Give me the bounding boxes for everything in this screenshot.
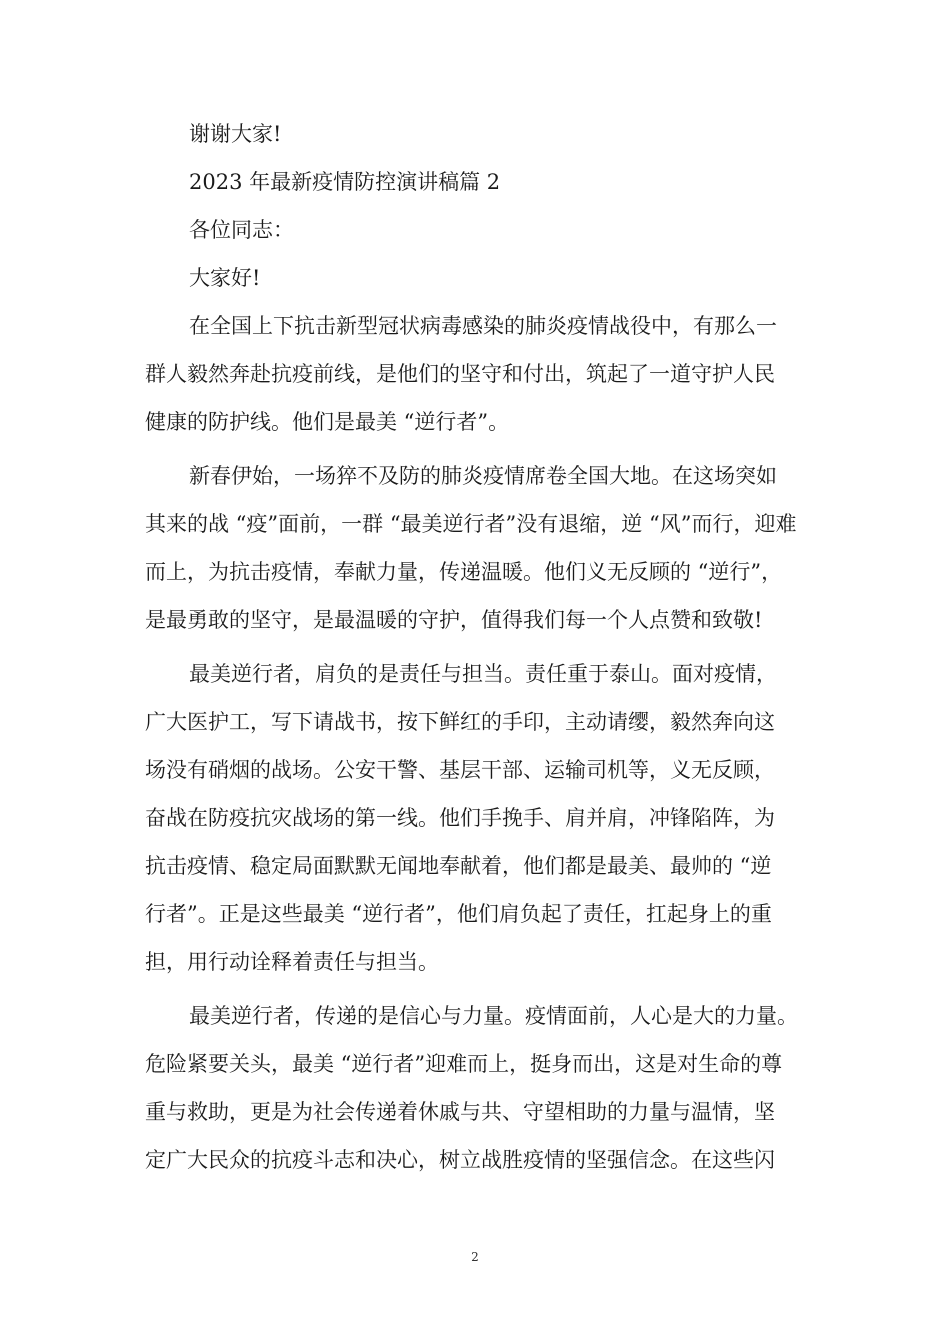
text-line: 大家好! [189, 266, 261, 290]
text-line: 在全国上下抗击新型冠状病毒感染的肺炎疫情战役中，有那么一 [189, 314, 777, 338]
text-line: 各位同志： [189, 218, 294, 242]
text-line: 其来的战 “疫”面前，一群 “最美逆行者”没有退缩，逆 “风”而行，迎难 [145, 512, 797, 536]
text-line: 广大医护工，写下请战书，按下鲜红的手印，主动请缨，毅然奔向这 [145, 710, 775, 734]
text-line: 奋战在防疫抗灾战场的第一线。他们手挽手、肩并肩，冲锋陷阵，为 [145, 806, 775, 830]
text-line: 而上，为抗击疫情，奉献力量，传递温暖。他们义无反顾的 “逆行”， [145, 560, 783, 584]
page-number: 2 [471, 1250, 479, 1264]
text-line: 场没有硝烟的战场。公安干警、基层干部、运输司机等，义无反顾， [145, 758, 775, 782]
text-line: 行者”。正是这些最美 “逆行者”，他们肩负起了责任，扛起身上的重 [145, 902, 772, 926]
text-line: 群人毅然奔赴抗疫前线，是他们的坚守和付出，筑起了一道守护人民 [145, 362, 775, 386]
text-line: 抗击疫情、稳定局面默默无闻地奉献着，他们都是最美、最帅的 “逆 [145, 854, 772, 878]
document-body [145, 110, 805, 1184]
text-line: 担，用行动诠释着责任与担当。 [145, 950, 439, 974]
text-line: 危险紧要关头，最美 “逆行者”迎难而上，挺身而出，这是对生命的尊 [145, 1052, 783, 1076]
text-line: 谢谢大家! [189, 122, 282, 146]
text-line: 是最勇敢的坚守，是最温暖的守护，值得我们每一个人点赞和致敬! [145, 608, 763, 632]
text-line: 重与救助，更是为社会传递着休戚与共、守望相助的力量与温情，坚 [145, 1100, 775, 1124]
text-line: 2023 年最新疫情防控演讲稿篇 2 [189, 170, 501, 194]
text-line: 定广大民众的抗疫斗志和决心，树立战胜疫情的坚强信念。在这些闪 [145, 1148, 775, 1172]
text-line: 最美逆行者，肩负的是责任与担当。责任重于泰山。面对疫情， [189, 662, 777, 686]
text-line: 最美逆行者，传递的是信心与力量。疫情面前，人心是大的力量。 [189, 1004, 798, 1028]
text-line: 健康的防护线。他们是最美 “逆行者”。 [145, 410, 510, 434]
text-line: 新春伊始，一场猝不及防的肺炎疫情席卷全国大地。在这场突如 [189, 464, 777, 488]
